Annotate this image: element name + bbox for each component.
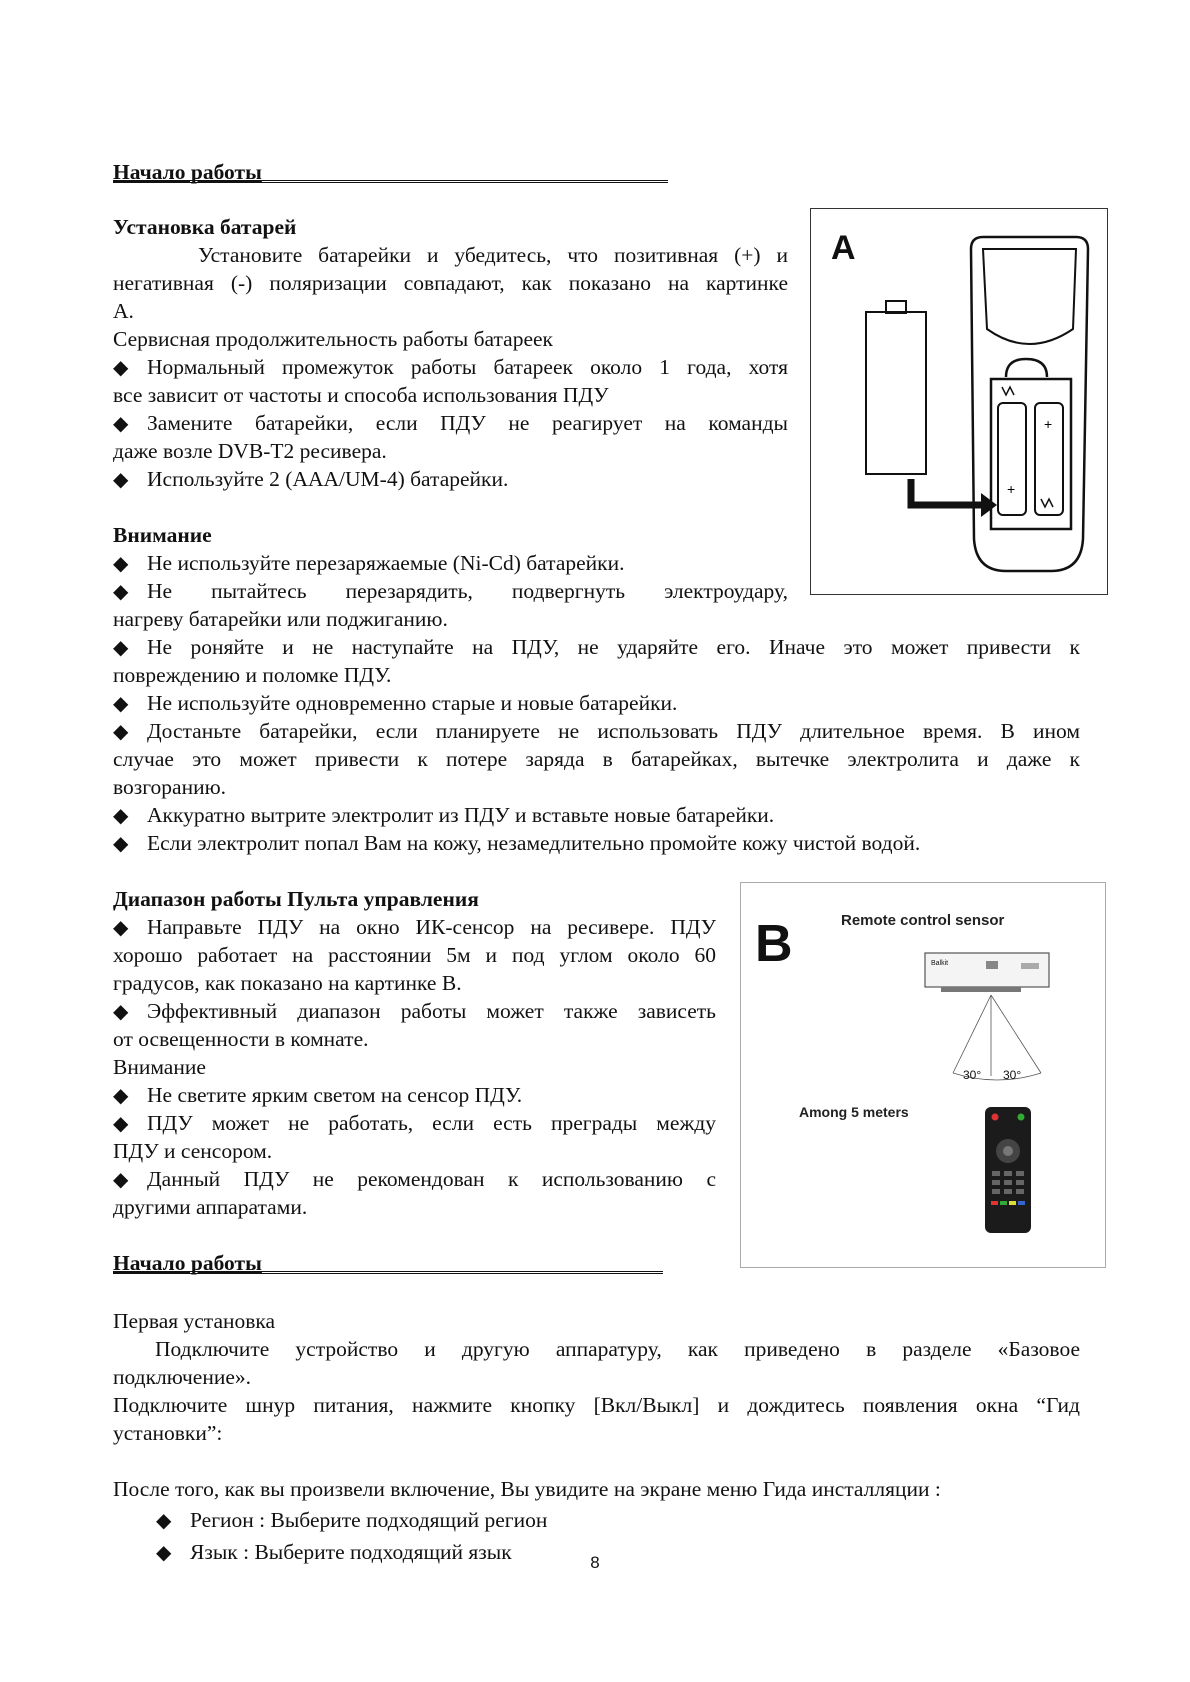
green-key	[1000, 1201, 1007, 1205]
paragraph-line: негативная (-) поляризации совпадают, как показано на картинке	[113, 271, 788, 295]
paragraph-line: подключение».	[113, 1365, 252, 1389]
bullet-item: ◆ Замените батарейки, если ПДУ не реагирует на команды	[113, 409, 788, 438]
paragraph-line: возгоранию.	[113, 775, 227, 799]
bullet-item: ◆ Регион : Выберите подходящий регион	[156, 1506, 547, 1535]
battery-remote-illustration	[811, 209, 1107, 594]
range-left-line	[953, 995, 991, 1073]
title-rule	[113, 1271, 663, 1274]
receiver-base	[941, 987, 1021, 992]
bullet-diamond-icon: ◆	[113, 721, 129, 743]
bullet-item: ◆ Не используйте перезаряжаемые (Ni-Cd) батарейки.	[113, 549, 625, 578]
arrow-head-icon	[981, 493, 997, 517]
paragraph-line: Внимание	[113, 1055, 206, 1079]
bullet-diamond-icon: ◆	[113, 917, 129, 939]
spring-icon	[1002, 387, 1014, 395]
usb-port	[1021, 963, 1039, 969]
range-title: Диапазон работы Пульта управления	[113, 887, 479, 911]
bullet-diamond-icon: ◆	[113, 1169, 129, 1191]
paragraph-line: Первая установка	[113, 1309, 276, 1333]
paragraph-line: Установите батарейки и убедитесь, что позитивная (+) и	[198, 243, 788, 267]
paragraph-line: ПДУ и сенсором.	[113, 1139, 273, 1163]
paragraph-line: установки”:	[113, 1421, 223, 1445]
bullet-item: ◆ Данный ПДУ не рекомендован к использованию с	[113, 1165, 716, 1194]
ir-window	[986, 961, 998, 969]
paragraph-line: случае это может привести к потере заряда в батарейках, вытечке электролита и даже к	[113, 747, 1080, 771]
batteries-subtitle: Установка батарей	[113, 215, 297, 239]
bullet-diamond-icon: ◆	[156, 1510, 172, 1532]
figure-b-label: B	[755, 915, 793, 973]
battery-compartment	[991, 379, 1071, 529]
bullet-diamond-icon: ◆	[113, 469, 129, 491]
bullet-item: ◆ Не роняйте и не наступайте на ПДУ, не ударяйте его. Иначе это может привести к	[113, 633, 1080, 662]
range-right-line	[991, 995, 1041, 1073]
bullet-diamond-icon: ◆	[113, 1085, 129, 1107]
battery-slot-left	[998, 403, 1026, 515]
number-keys	[992, 1171, 1024, 1194]
paragraph-line: градусов, как показано на картинке В.	[113, 971, 462, 995]
bullet-diamond-icon: ◆	[113, 1001, 129, 1023]
bullet-item: ◆ Если электролит попал Вам на кожу, незамедлительно промойте кожу чистой водой.	[113, 829, 920, 858]
paragraph-line: хорошо работает на расстоянии 5м и под углом около 60	[113, 943, 716, 967]
bullet-diamond-icon: ◆	[113, 413, 129, 435]
paragraph-line: от освещенности в комнате.	[113, 1027, 369, 1051]
mute-button-icon	[1018, 1114, 1025, 1121]
figure-a-battery-install	[810, 208, 1108, 595]
receiver-box	[925, 953, 1049, 987]
compartment-latch	[1006, 359, 1047, 377]
plus-icon: +	[1044, 416, 1053, 432]
bullet-item: ◆ Направьте ПДУ на окно ИК-сенсор на ресивере. ПДУ	[113, 913, 716, 942]
bullet-diamond-icon: ◆	[113, 833, 129, 855]
bullet-diamond-icon: ◆	[113, 1113, 129, 1135]
attention-title: Внимание	[113, 523, 212, 547]
bullet-diamond-icon: ◆	[113, 805, 129, 827]
plus-icon: +	[1007, 481, 1016, 497]
paragraph-line: даже возле DVB-T2 ресивера.	[113, 439, 387, 463]
remote-range-illustration	[741, 883, 1105, 1267]
insert-arrow	[911, 479, 989, 505]
bullet-diamond-icon: ◆	[113, 581, 129, 603]
bullet-diamond-icon: ◆	[156, 1542, 172, 1564]
bullet-item: ◆ Язык : Выберите подходящий язык	[156, 1538, 512, 1567]
bullet-item: ◆ Аккуратно вытрите электролит из ПДУ и вставьте новые батарейки.	[113, 801, 774, 830]
paragraph-line: нагреву батарейки или поджиганию.	[113, 607, 448, 631]
section-title: Начало работы	[113, 160, 262, 184]
paragraph-line: все зависит от частоты и способа использования ПДУ	[113, 383, 609, 407]
distance-caption: Among 5 meters	[799, 1104, 909, 1120]
bullet-diamond-icon: ◆	[113, 553, 129, 575]
bullet-item: ◆ Нормальный промежуток работы батареек около 1 года, хотя	[113, 353, 788, 382]
figure-b-remote-range	[740, 882, 1106, 1268]
paragraph-line: повреждению и поломке ПДУ.	[113, 663, 392, 687]
bullet-item: ◆ Используйте 2 (AAA/UM-4) батарейки.	[113, 465, 508, 494]
bullet-item: ◆ Не светите ярким светом на сенсор ПДУ.	[113, 1081, 522, 1110]
remote-top-cutout	[983, 249, 1076, 344]
paragraph-line: Подключите шнур питания, нажмите кнопку [Вкл/Выкл] и дождитесь появления окна “Гид	[113, 1393, 1080, 1417]
paragraph-line: другими аппаратами.	[113, 1195, 308, 1219]
bullet-item: ◆ ПДУ может не работать, если есть преграды между	[113, 1109, 716, 1138]
paragraph-line: А.	[113, 299, 134, 323]
page-number: 8	[590, 1553, 600, 1572]
paragraph-line: После того, как вы произвели включение, Вы увидите на экране меню Гида инсталляции :	[113, 1477, 941, 1501]
bullet-item: ◆ Достаньте батарейки, если планируете не использовать ПДУ длительное время. В ином	[113, 717, 1080, 746]
title-rule	[113, 180, 668, 183]
bullet-item: ◆ Не используйте одновременно старые и новые батарейки.	[113, 689, 677, 718]
figure-a-label: A	[831, 229, 856, 267]
bullet-diamond-icon: ◆	[113, 693, 129, 715]
bullet-diamond-icon: ◆	[113, 637, 129, 659]
section-title: Начало работы	[113, 1251, 262, 1275]
yellow-key	[1009, 1201, 1016, 1205]
spring-icon	[1041, 499, 1053, 507]
bullet-item: ◆ Не пытайтесь перезарядить, подвергнуть электроудару,	[113, 577, 788, 606]
bullet-item: ◆ Эффективный диапазон работы может также зависеть	[113, 997, 716, 1026]
bullet-diamond-icon: ◆	[113, 357, 129, 379]
angle-left-label: 30°	[963, 1068, 982, 1082]
ok-button	[1003, 1146, 1013, 1156]
paragraph-line: Сервисная продолжительность работы батареек	[113, 327, 553, 351]
sensor-caption: Remote control sensor	[841, 912, 1005, 929]
angle-right-label: 30°	[1003, 1068, 1022, 1082]
loose-battery	[866, 312, 926, 474]
paragraph-line: Подключите устройство и другую аппаратуру, как приведено в разделе «Базовое	[155, 1337, 1080, 1361]
red-key	[991, 1201, 998, 1205]
blue-key	[1018, 1201, 1025, 1205]
remote-control-image	[985, 1107, 1031, 1233]
power-button-icon	[992, 1114, 999, 1121]
receiver-brand: Balkit	[931, 960, 949, 967]
